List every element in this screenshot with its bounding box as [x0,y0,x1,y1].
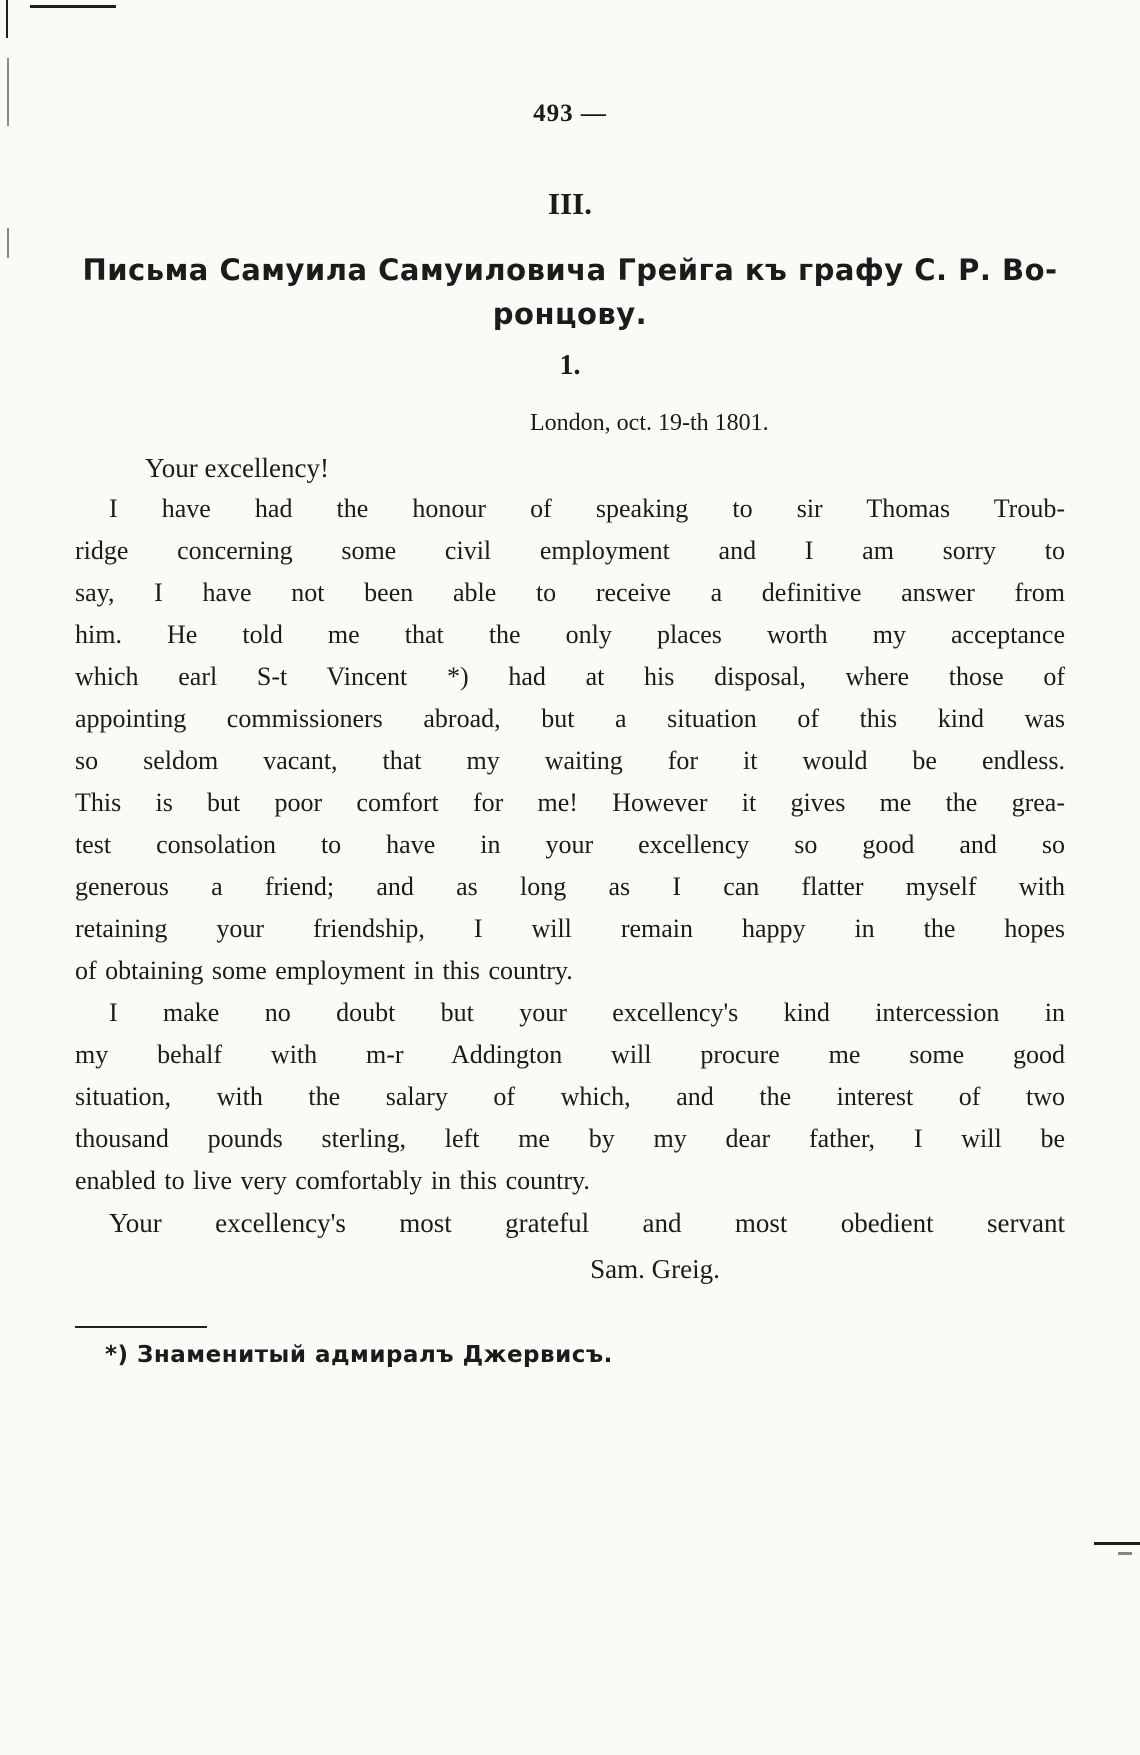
scan-mark [1118,1552,1132,1555]
letter-number: 1. [559,350,581,381]
chapter-heading-line: Письма Самуила Самуиловича Грейга къ графу С. Р. Во- [82,253,1058,287]
section-number: III. [548,186,592,221]
footnote-divider [75,1326,207,1328]
text-line: appointing commissioners abroad, but a situation of this kind was [75,704,1065,733]
text-line: test consolation to have in your excellency so good and so [75,830,1065,859]
text-line: ridge concerning some civil employment and I am sorry to [75,536,1065,565]
text-line: situation, with the salary of which, and the interest of two [75,1082,1065,1111]
text-line: This is but poor comfort for me! However it gives me the grea- [75,788,1065,817]
scan-mark [7,228,9,258]
scan-mark [1094,1542,1140,1545]
letter-paragraph-2 [75,992,1065,1202]
text-line: thousand pounds sterling, left me by my dear father, I will be [75,1124,1065,1153]
text-line: say, I have not been able to receive a definitive answer from [75,578,1065,607]
letter-closing: Your excellency's most grateful and most obedient servant [109,1208,1065,1238]
footnote-text: *) Знаменитый адмиралъ Джервисъ. [105,1342,613,1368]
chapter-heading [75,248,1065,336]
letter-paragraph-1 [75,488,1065,992]
letter-dateline: London, oct. 19-th 1801. [530,410,769,436]
text-line: which earl S-t Vincent *) had at his disposal, where those of [75,662,1065,691]
text-line: of obtaining some employment in this country. [75,956,573,985]
text-line: my behalf with m-r Addington will procure me some good [75,1040,1065,1069]
chapter-heading-line: ронцову. [492,297,648,331]
scan-mark [6,0,8,38]
text-line: I have had the honour of speaking to sir Thomas Troub- [109,494,1065,523]
text-line: retaining your friendship, I will remain happy in the hopes [75,914,1065,943]
text-line: I make no doubt but your excellency's kind intercession in [109,998,1065,1027]
text-line: him. He told me that the only places worth my acceptance [75,620,1065,649]
page-number: 493 — [533,100,607,127]
scan-mark [30,5,116,8]
scan-mark [7,58,9,126]
text-line: generous a friend; and as long as I can flatter myself with [75,872,1065,901]
text-line: so seldom vacant, that my waiting for it would be endless. [75,746,1065,775]
letter-salutation: Your excellency! [145,453,329,483]
text-line: enabled to live very comfortably in this country. [75,1166,590,1195]
letter-signature: Sam. Greig. [590,1254,720,1284]
